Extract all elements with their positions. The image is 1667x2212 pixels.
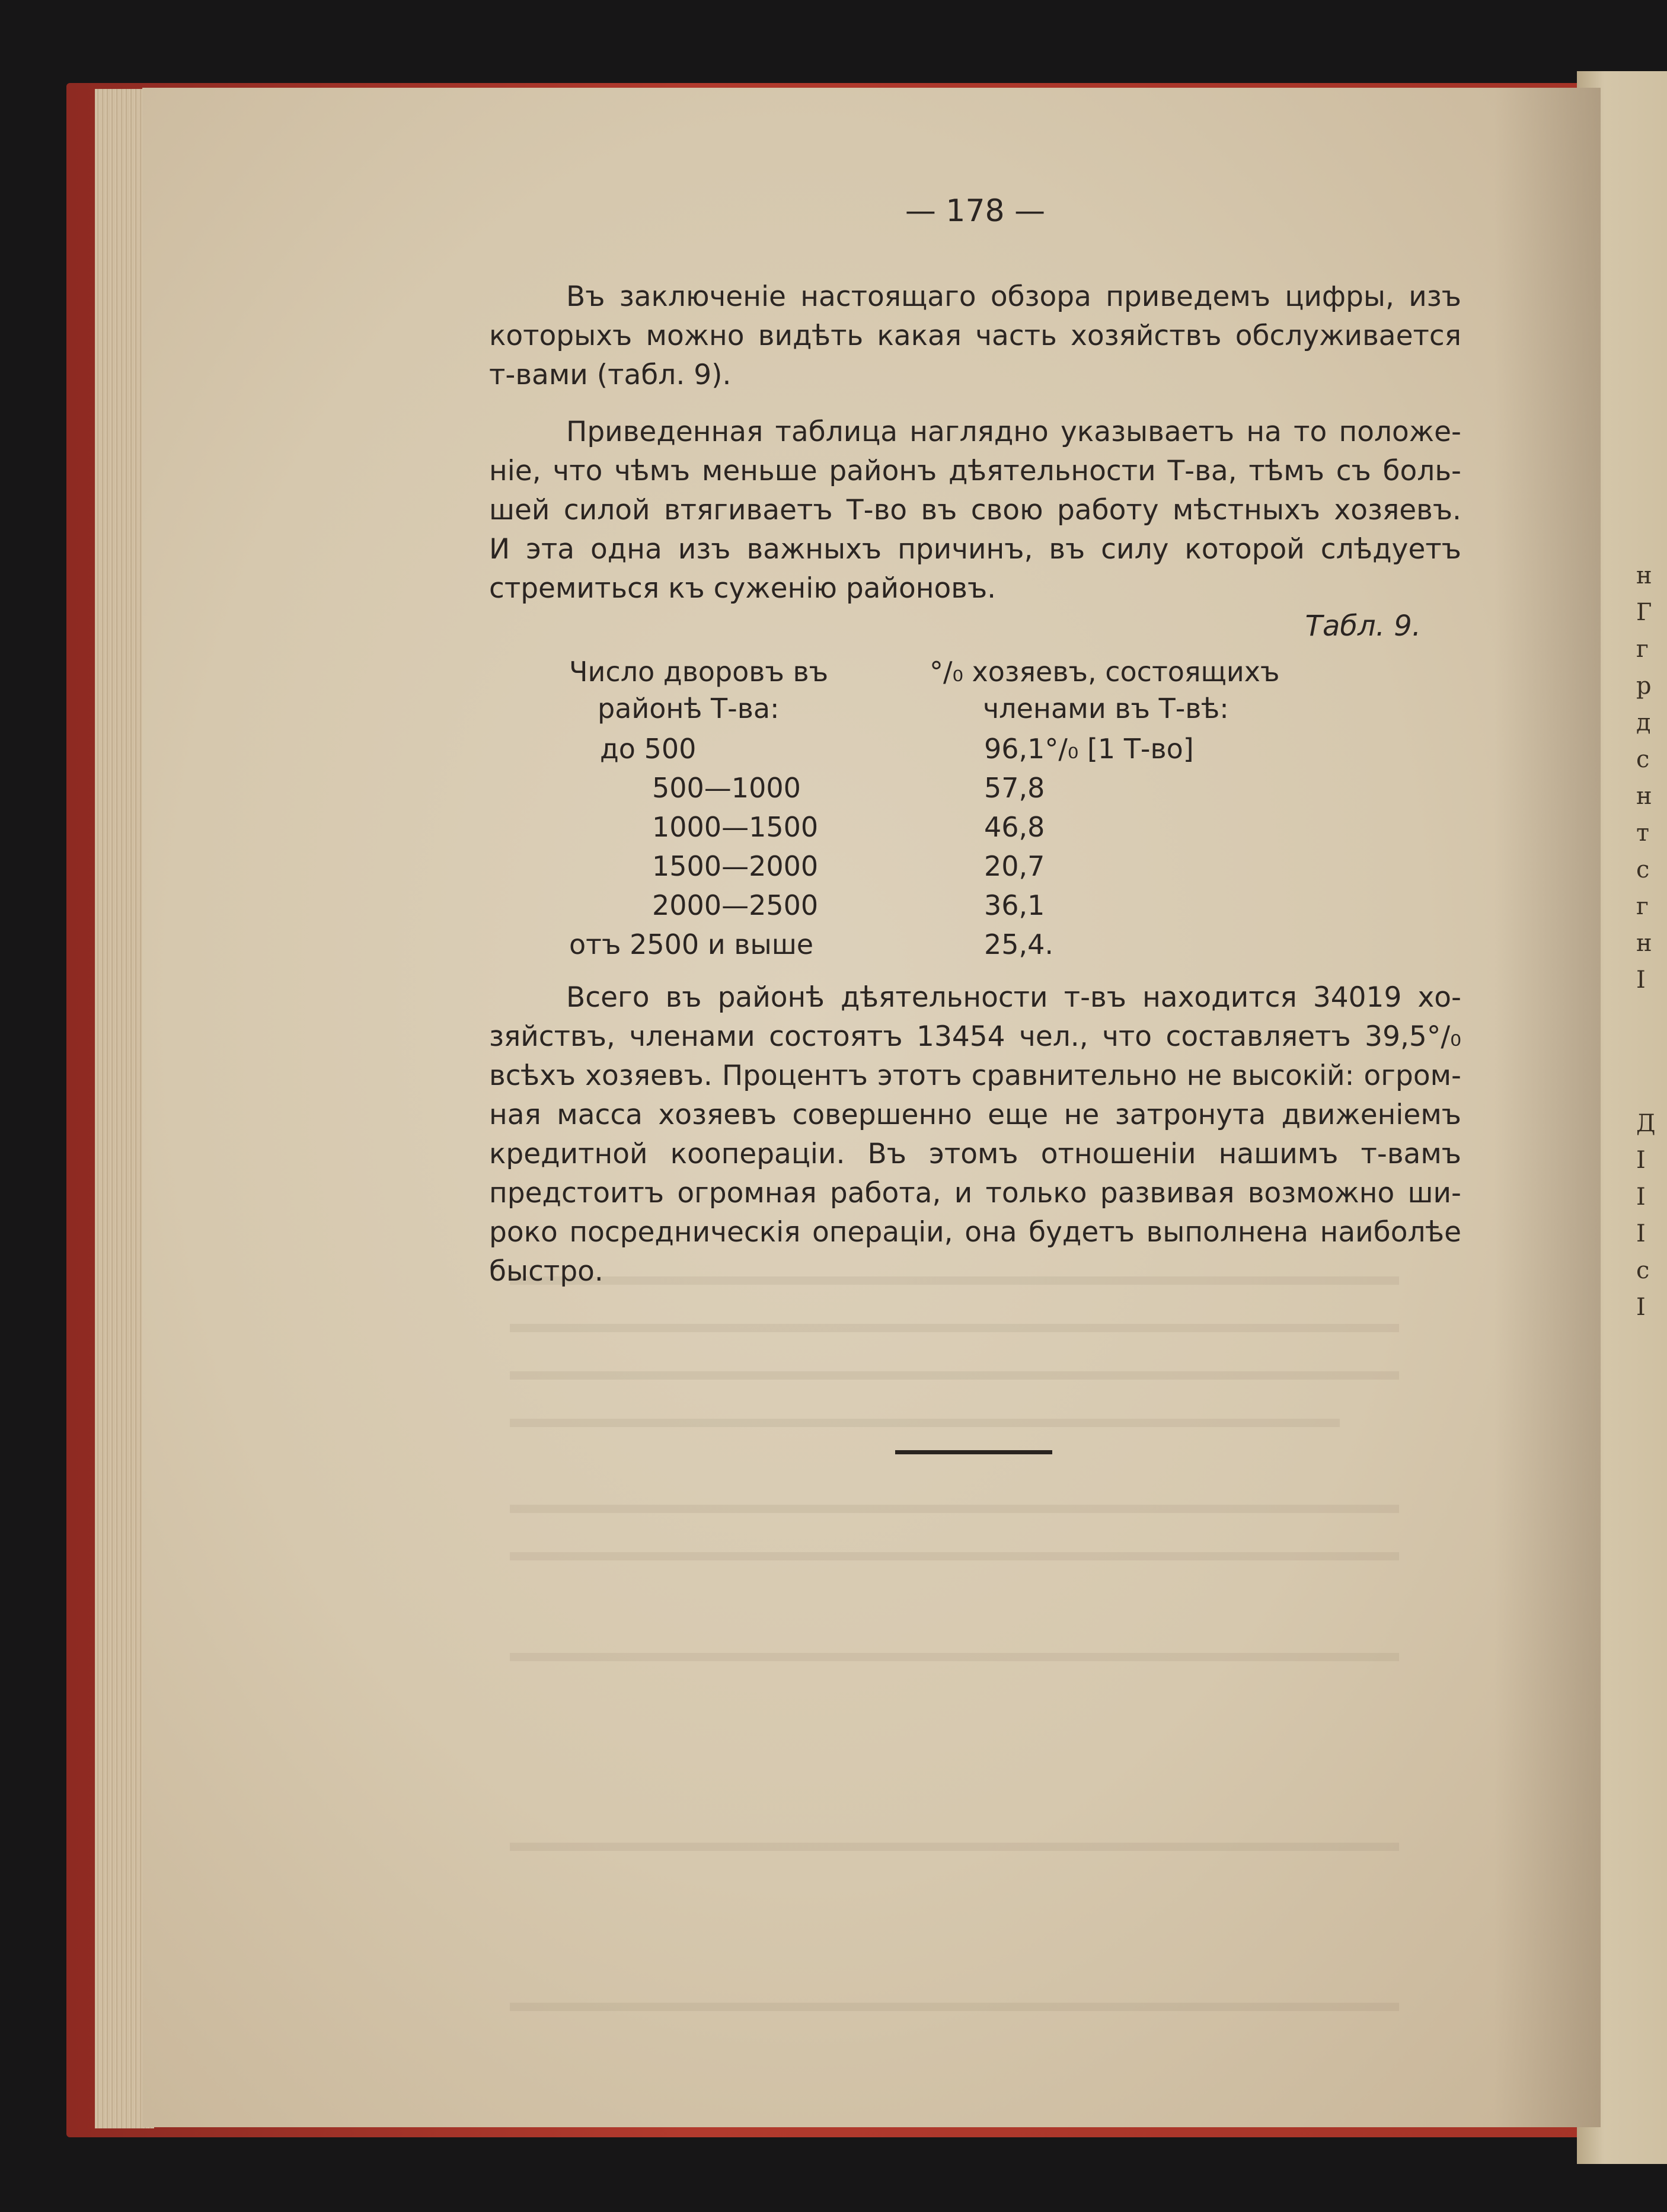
text-line: шей силой втягиваетъ Т-во въ свою работу мѣстныхъ хозяевъ. bbox=[489, 494, 1461, 526]
header-line: членами въ Т-вѣ: bbox=[983, 692, 1229, 724]
table-cell-value: 46,8 bbox=[984, 811, 1045, 843]
facing-glyph: н bbox=[1636, 562, 1652, 589]
text-line: ніе, что чѣмъ меньше районъ дѣятельности Т-ва, тѣмъ съ боль- bbox=[489, 455, 1461, 487]
bleed-through bbox=[510, 1552, 1399, 1560]
text-line: т-вами (табл. 9). bbox=[489, 359, 732, 391]
page-number: — 178 — bbox=[905, 193, 1046, 229]
facing-glyph: I bbox=[1636, 1294, 1646, 1321]
text-line: кредитной коопераціи. Въ этомъ отношеніи нашимъ т-вамъ bbox=[489, 1138, 1461, 1170]
facing-glyph: I bbox=[1636, 966, 1646, 994]
paragraph-1 bbox=[489, 277, 1461, 395]
table-cell-range: отъ 2500 и выше bbox=[569, 928, 814, 960]
bleed-through bbox=[510, 1419, 1340, 1427]
facing-glyph: р bbox=[1636, 672, 1652, 700]
text-line: которыхъ можно видѣть какая часть хозяйствъ обслуживается bbox=[489, 320, 1461, 352]
bleed-through bbox=[510, 1324, 1399, 1332]
text-line: предстоитъ огромная работа, и только развивая возможно ши- bbox=[489, 1177, 1461, 1209]
table-header-right bbox=[930, 653, 1280, 727]
text-line: Въ заключеніе настоящаго обзора приведемъ цифры, изъ bbox=[566, 280, 1461, 313]
table-cell-value: 20,7 bbox=[984, 850, 1045, 882]
facing-glyph: Г bbox=[1636, 599, 1652, 626]
paragraph-2 bbox=[489, 413, 1461, 608]
text-line: стремиться къ суженію районовъ. bbox=[489, 572, 997, 605]
facing-glyph: г bbox=[1636, 893, 1649, 920]
facing-glyph: I bbox=[1636, 1220, 1646, 1247]
table-cell-value: 36,1 bbox=[984, 889, 1045, 921]
facing-glyph: с bbox=[1636, 1257, 1650, 1284]
header-line: районѣ Т-ва: bbox=[598, 692, 780, 724]
table-cell-range: 2000—2500 bbox=[652, 889, 819, 921]
table-label: Табл. 9. bbox=[1305, 609, 1421, 643]
table-cell-range: 1500—2000 bbox=[652, 850, 819, 882]
facing-glyph: с bbox=[1636, 856, 1650, 883]
facing-glyph: г bbox=[1636, 636, 1649, 663]
facing-page-text bbox=[1636, 557, 1660, 1326]
facing-glyph: I bbox=[1636, 1147, 1646, 1174]
facing-glyph: Д bbox=[1636, 1110, 1656, 1137]
bleed-through bbox=[510, 1653, 1399, 1661]
facing-glyph: с bbox=[1636, 746, 1650, 773]
text-line: роко посредническія операціи, она будетъ выполнена наиболѣе bbox=[489, 1216, 1461, 1249]
table-cell-range: до 500 bbox=[600, 733, 697, 765]
table-cell-value: 57,8 bbox=[984, 772, 1045, 804]
header-line: Число дворовъ въ bbox=[569, 656, 829, 688]
bleed-through bbox=[510, 1371, 1399, 1380]
facing-glyph: д bbox=[1636, 709, 1651, 736]
facing-glyph: т bbox=[1636, 819, 1650, 847]
paragraph-3 bbox=[489, 978, 1461, 1291]
text-line: И эта одна изъ важныхъ причинъ, въ силу которой слѣдуетъ bbox=[489, 533, 1461, 566]
facing-glyph: н bbox=[1636, 783, 1652, 810]
facing-glyph: I bbox=[1636, 1183, 1646, 1211]
text-line: быстро. bbox=[489, 1255, 603, 1288]
facing-glyph: н bbox=[1636, 930, 1652, 957]
text-line: зяйствъ, членами состоятъ 13454 чел., что составляетъ 39,5°/₀ bbox=[489, 1020, 1461, 1053]
header-line: °/₀ хозяевъ, состоящихъ bbox=[930, 656, 1280, 688]
bleed-through bbox=[510, 1843, 1399, 1851]
text-line: Приведенная таблица наглядно указываетъ на то положе- bbox=[566, 416, 1461, 448]
table-header-left bbox=[569, 653, 828, 727]
table-cell-value: 25,4. bbox=[984, 928, 1054, 960]
table-cell-range: 1000—1500 bbox=[652, 811, 819, 843]
bleed-through bbox=[510, 2003, 1399, 2011]
page-gutter-shadow bbox=[1494, 88, 1601, 2127]
text-line: всѣхъ хозяевъ. Процентъ этотъ сравнительно не высокій: огром- bbox=[489, 1059, 1461, 1092]
text-line: Всего въ районѣ дѣятельности т-въ находится 34019 хо- bbox=[566, 981, 1461, 1014]
table-cell-range: 500—1000 bbox=[652, 772, 801, 804]
text-line: ная масса хозяевъ совершенно еще не затронута движеніемъ bbox=[489, 1099, 1461, 1131]
bleed-through bbox=[510, 1505, 1399, 1513]
table-cell-value: 96,1°/₀ [1 Т-во] bbox=[984, 733, 1194, 765]
section-end-rule bbox=[895, 1450, 1052, 1454]
